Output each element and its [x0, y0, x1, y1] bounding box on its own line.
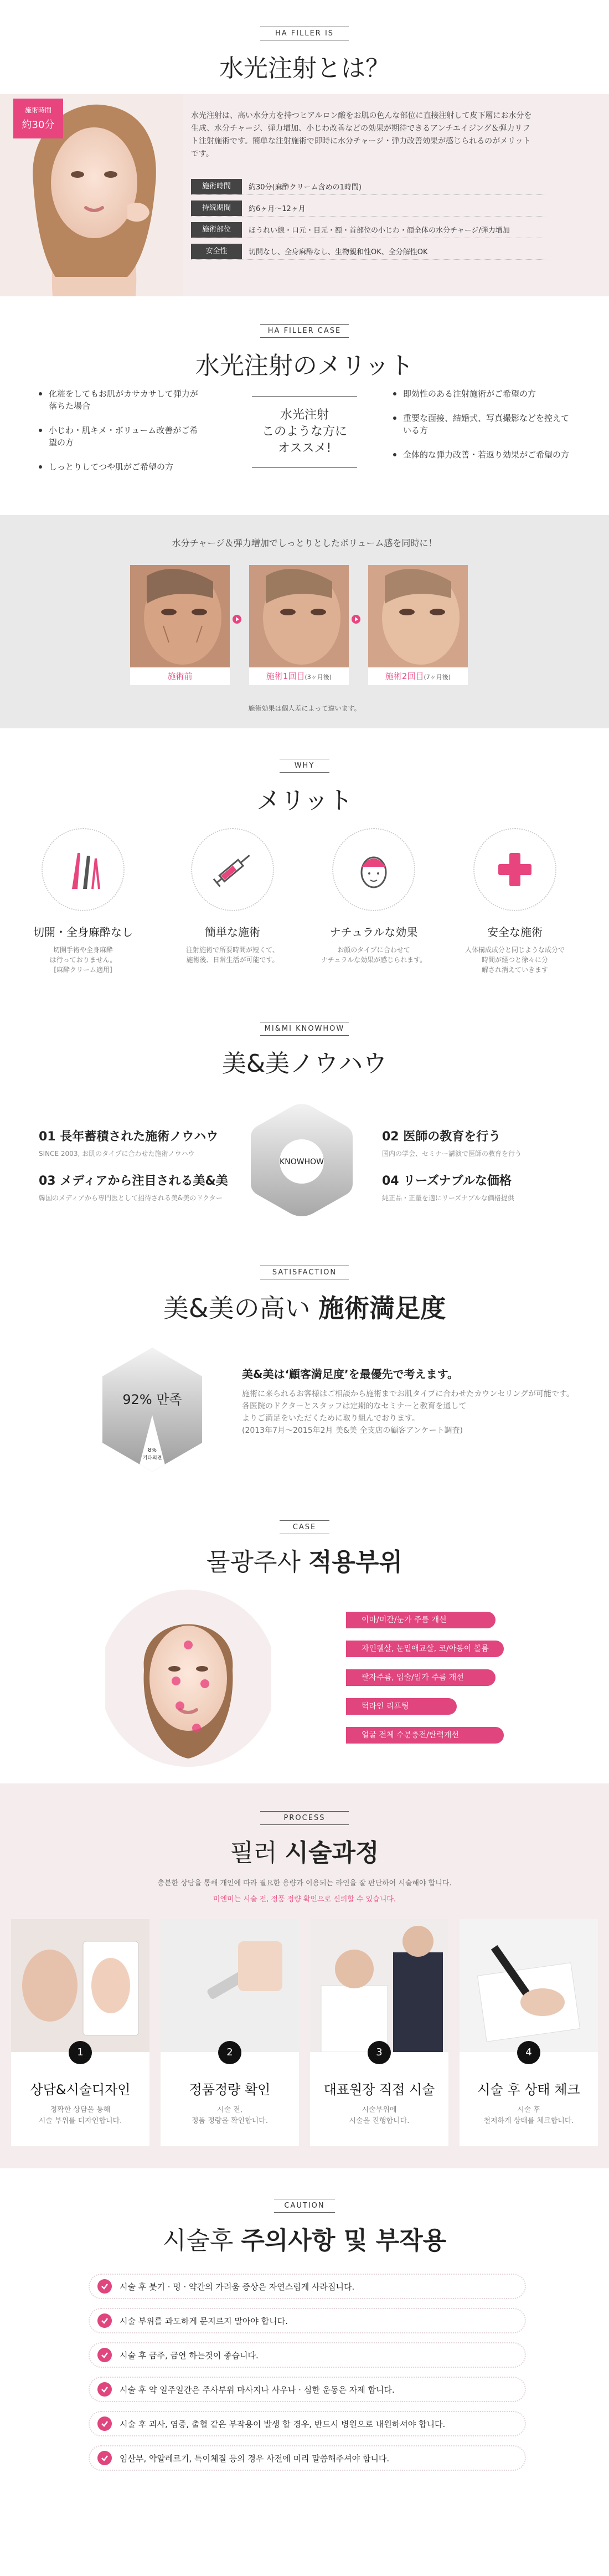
spec-label: 安全性 [191, 244, 242, 259]
title-part-bold: 주의사항 및 부작용 [241, 2227, 447, 2255]
section-merits [0, 296, 609, 515]
spec-row [191, 222, 545, 238]
feature-card [460, 828, 570, 975]
before-photo [130, 565, 230, 667]
spec-value: 切開なし、全身麻酔なし、生物親和性OK、全分解性OK [249, 248, 428, 256]
process-step [11, 1919, 149, 2146]
knowhow-item [39, 1127, 249, 1158]
check-icon [97, 2416, 112, 2431]
knowhow-title: 01 長年蓄積された施術ノウハウ [39, 1130, 219, 1144]
spec-value: 約30分(麻酔クリーム含めの1時間) [249, 183, 362, 192]
knowhow-desc: 純正品・正量を適にリーズナブルな価格提供 [382, 1194, 514, 1202]
knowhow-title: 04 リーズナブルな価格 [382, 1174, 512, 1188]
step-title: 정품정량 확인 [189, 2082, 271, 2097]
pie-label-other: 8% [148, 1447, 157, 1453]
feature-card [318, 828, 429, 965]
section-title: メリット [256, 786, 353, 815]
feature-card [28, 828, 138, 975]
spec-label: 施術部位 [191, 222, 242, 238]
title-part-bold: 施術満足度 [318, 1293, 446, 1323]
caption-sub: (7ヶ月後) [424, 673, 451, 681]
check-icon [97, 2382, 112, 2397]
caption-main: 施術前 [167, 671, 193, 681]
section-eyebrow: PROCESS [260, 1811, 349, 1825]
before-after-caption [249, 667, 349, 685]
step-desc: 시술부위에 [362, 2106, 397, 2114]
section-eyebrow: MI&MI KNOWHOW [260, 1022, 349, 1036]
knowhow-desc: 国内の学会、セミナー講演で医師の教育を行う [382, 1150, 522, 1158]
medical-cross-icon [490, 845, 540, 894]
caution-item [89, 2411, 526, 2436]
step-desc: 정확한 상담을 통해 [50, 2106, 111, 2114]
section-title: 水光注射とは？ [219, 54, 390, 83]
spec-table [191, 178, 545, 265]
feature-desc: 時間が経つと徐々に分 [481, 956, 548, 964]
title-part: 美&美の高い [163, 1293, 319, 1323]
step-desc: 시술을 진행합니다. [349, 2117, 410, 2125]
syringe-icon [208, 845, 257, 894]
title-part-bold: 적용부위 [308, 1548, 403, 1576]
section-why-merits [0, 728, 609, 986]
satisfaction-heading: 美&美は‘顧客満足度’を最優先で考えます。 [242, 1367, 459, 1381]
caption-main: 施術1回目 [266, 671, 305, 681]
section-eyebrow: HA FILLER IS [260, 27, 349, 40]
section-title [0, 2220, 609, 2256]
check-icon [97, 2451, 112, 2465]
knowhow-item [39, 1171, 249, 1202]
section-eyebrow: CAUTION [274, 2199, 335, 2213]
step-number: 3 [368, 2041, 391, 2064]
before-after-caption [130, 667, 230, 685]
section-before-after [0, 515, 609, 728]
after-1-photo [249, 565, 349, 667]
recommend-box [252, 396, 357, 468]
section-eyebrow: CASE [280, 1520, 329, 1534]
feature-desc: 解され消えていきます [481, 966, 548, 974]
caution-item [89, 2274, 526, 2299]
after-2-photo [368, 565, 468, 667]
section-application-area [0, 1506, 609, 1783]
knowhow-item [382, 1171, 592, 1202]
spec-label: 施術時間 [191, 179, 242, 194]
satisfaction-line: 施術に来られるお客様はご相談から施術までお肌タイプに合わせたカウンセリングが可能です。 [242, 1390, 574, 1398]
knowhow-title: 02 医師の教育を行う [382, 1130, 501, 1144]
recommend-line: オススメ! [277, 441, 332, 455]
face-icon [349, 845, 399, 894]
recommend-line: このような方に [261, 425, 347, 439]
spec-row [191, 178, 545, 195]
spec-row [191, 200, 545, 217]
badge-label: 施術時間 [24, 106, 51, 114]
check-icon [97, 2279, 112, 2294]
step-title: 대표원장 직접 시술 [323, 2082, 435, 2097]
area-label: 얼굴 전체 수분충전/탄력개선 [346, 1727, 504, 1744]
area-label: 턱라인 리프팅 [346, 1698, 457, 1715]
feature-title: 切開・全身麻酔なし [33, 925, 133, 939]
process-step [460, 1919, 598, 2146]
feature-title: 安全な施術 [487, 925, 543, 939]
satisfaction-line: よりご満足をいただくために取り組んでおります。 [242, 1414, 420, 1423]
spec-row [191, 243, 545, 260]
recommend-line: 水光注射 [280, 408, 329, 422]
title-part: 시술후 [162, 2227, 241, 2255]
section-eyebrow: SATISFACTION [260, 1266, 349, 1279]
effect-note: 施術効果は個人差によって違います。 [248, 705, 361, 712]
title-part: 필러 [230, 1839, 285, 1867]
feature-card [177, 828, 288, 965]
satisfaction-text [242, 1365, 585, 1437]
spec-label: 持続期間 [191, 200, 242, 216]
list-item: 化粧をしてもお肌がカサカサして弾力が落ちた場合 [39, 388, 205, 412]
step-photo [310, 1919, 448, 2052]
feature-desc: 注射施術で所要時間が短くて、 [186, 946, 279, 954]
caution-item [89, 2377, 526, 2402]
knowhow-hexagon [246, 1099, 357, 1221]
scalpel-icon [58, 845, 108, 894]
section-title [0, 1288, 609, 1325]
step-desc: 시술 전, [217, 2106, 242, 2114]
title-part-bold: 시술과정 [285, 1839, 379, 1867]
treatment-time-badge [13, 99, 63, 138]
step-desc: 시술 부위를 디자인합니다. [38, 2117, 122, 2125]
caution-item [89, 2308, 526, 2333]
section-title [0, 1542, 609, 1577]
process-step [310, 1919, 448, 2146]
area-label: 팔자주름, 입술/입가 주름 개선 [346, 1669, 496, 1686]
satisfaction-line: 各医院のドクターとスタッフは定期的なセミナーと教育を通して [242, 1402, 467, 1411]
section-title: 水光注射のメリット [195, 352, 414, 380]
caution-text: 시술 후 금주, 금연 하는것이 좋습니다. [120, 2350, 259, 2361]
step-number: 2 [218, 2041, 241, 2064]
intro-paragraph: 水光注射は、高い水分力を持つヒアルロン酸をお肌の色んな部位に直接注射して皮下層にお水分を生成、水分チャージ、弾力増加、小じわ改善などの効果が期待できるアンチエイジング＆弾力リフト注射施術です。簡単な注射施術で即時に水分チャージ・弾力改善効果が感じられるのがメリットです。 [191, 111, 532, 158]
knowhow-desc: 韓国のメディアから専門医として招待される美&美のドクター [39, 1194, 223, 1202]
section-eyebrow: WHY [280, 759, 329, 773]
step-photo [460, 1919, 598, 2052]
section-title: 美&美ノウハウ [221, 1050, 388, 1078]
section-caution [0, 2168, 609, 2518]
feature-desc: お顔のタイプに合わせて [337, 946, 410, 954]
section-ha-filler-intro [0, 0, 609, 296]
merit-list-right [393, 388, 576, 473]
feature-desc: 人体構成成分と同じような成分で [465, 946, 565, 954]
spec-value: ほうれい線・口元・目元・額・首部位の小じわ・顔全体の水分チャージ/弾力増加 [249, 227, 510, 235]
satisfaction-pie-chart [91, 1343, 213, 1476]
process-step [161, 1919, 299, 2146]
face-area-illustration [105, 1587, 271, 1770]
feature-desc: [麻酔クリーム適用] [54, 966, 112, 974]
merit-list-left [39, 388, 205, 485]
caption-sub: (3ヶ月後) [304, 673, 332, 681]
feature-desc: は行っておりません。 [49, 956, 117, 964]
arrow-right-icon [352, 615, 360, 624]
pie-label-other-name: 기타의견 [142, 1456, 162, 1461]
section-eyebrow: HA FILLER CASE [260, 324, 349, 338]
caution-text: 임산부, 약알레르기, 특이체질 등의 경우 사전에 미리 말씀해주셔야 합니다. [120, 2453, 390, 2464]
before-after-caption [368, 667, 468, 685]
section-process [0, 1783, 609, 2168]
check-icon [97, 2348, 112, 2362]
step-photo [161, 1919, 299, 2052]
step-desc: 철저하게 상태를 체크합니다. [483, 2117, 574, 2125]
knowhow-title: 03 メディアから注目される美&美 [39, 1174, 228, 1188]
caution-item [89, 2342, 526, 2368]
section-satisfaction [0, 1238, 609, 1506]
section-title [0, 1833, 609, 1868]
knowhow-item [382, 1127, 592, 1158]
before-after-card [368, 565, 468, 685]
knowhow-desc: SINCE 2003, お肌のタイプに合わせた施術ノウハウ [39, 1150, 195, 1158]
list-item: 全体的な弾力改善・若返り効果がご希望の方 [393, 449, 576, 461]
process-subtitle: 충분한 상담을 통해 개인에 따라 필요한 용량과 이용되는 라인을 잘 판단하여 시술해야 합니다. [157, 1879, 452, 1888]
area-label: 자인웰살, 눈밑애교살, 코/아동이 볼륨 [346, 1641, 504, 1657]
before-after-card [130, 565, 230, 685]
step-number: 4 [517, 2041, 540, 2064]
feature-desc: 施術後、日常生活が可能です。 [186, 956, 279, 964]
step-title: 시술 후 상태 체크 [477, 2082, 580, 2097]
feature-desc: 切開手術や全身麻酔 [53, 946, 113, 954]
feature-title: ナチュラルな効果 [329, 925, 418, 939]
caution-text: 시술 부위를 과도하게 문지르지 말아야 합니다. [120, 2316, 288, 2326]
caution-item [89, 2445, 526, 2471]
step-desc: 시술 후 [517, 2106, 540, 2114]
list-item: 重要な面接、結婚式、写真撮影などを控えている方 [393, 412, 576, 436]
pie-label-satisfied: 92% 만족 [122, 1392, 182, 1407]
caution-text: 시술 후 약 일주일간은 주사부위 마사지나 사우나 · 심한 운동은 자제 합니다. [120, 2384, 395, 2395]
satisfaction-line: (2013年7月〜2015年2月 美&美 全支店の顧客アンケート調査) [242, 1426, 463, 1435]
feature-desc: ナチュラルな効果が感じられます。 [321, 956, 427, 964]
knowhow-label: KNOWHOW [280, 1158, 324, 1166]
step-title: 상담&시술디자인 [30, 2082, 131, 2097]
list-item: 即効性のある注射施術がご希望の方 [393, 388, 576, 400]
arrow-right-icon [233, 615, 241, 624]
caution-text: 시술 후 괴사, 염증, 출혈 같은 부작용이 발생 할 경우, 반드시 병원으로 내원하셔야 합니다. [120, 2419, 446, 2429]
step-desc: 정품 정량을 확인합니다. [192, 2117, 268, 2125]
caption-main: 施術2回目 [385, 671, 424, 681]
list-item: しっとりしてつや肌がご希望の方 [39, 461, 205, 473]
badge-value: 約30分 [22, 119, 55, 131]
list-item: 小じわ・肌キメ・ボリューム改善がご希望の方 [39, 424, 205, 449]
before-after-title: 水分チャージ＆弾力増加でしっとりとしたボリューム感を同時に！ [172, 538, 437, 548]
process-subtitle-accent: 미엔미는 시술 전, 정품 정량 확인으로 신뢰할 수 있습니다. [213, 1895, 396, 1904]
area-label: 이마/미간/눈가 주름 개선 [346, 1612, 496, 1628]
caution-text: 시술 후 붓기 · 멍 · 약간의 가려움 증상은 자연스럽게 사라집니다. [120, 2281, 355, 2292]
before-after-card [249, 565, 349, 685]
title-part: 물광주사 [206, 1548, 308, 1576]
check-icon [97, 2313, 112, 2328]
section-knowhow [0, 986, 609, 1238]
step-number: 1 [69, 2041, 92, 2064]
spec-value: 約6ヶ月〜12ヶ月 [249, 205, 306, 213]
step-photo [11, 1919, 149, 2052]
feature-title: 簡単な施術 [205, 925, 260, 939]
